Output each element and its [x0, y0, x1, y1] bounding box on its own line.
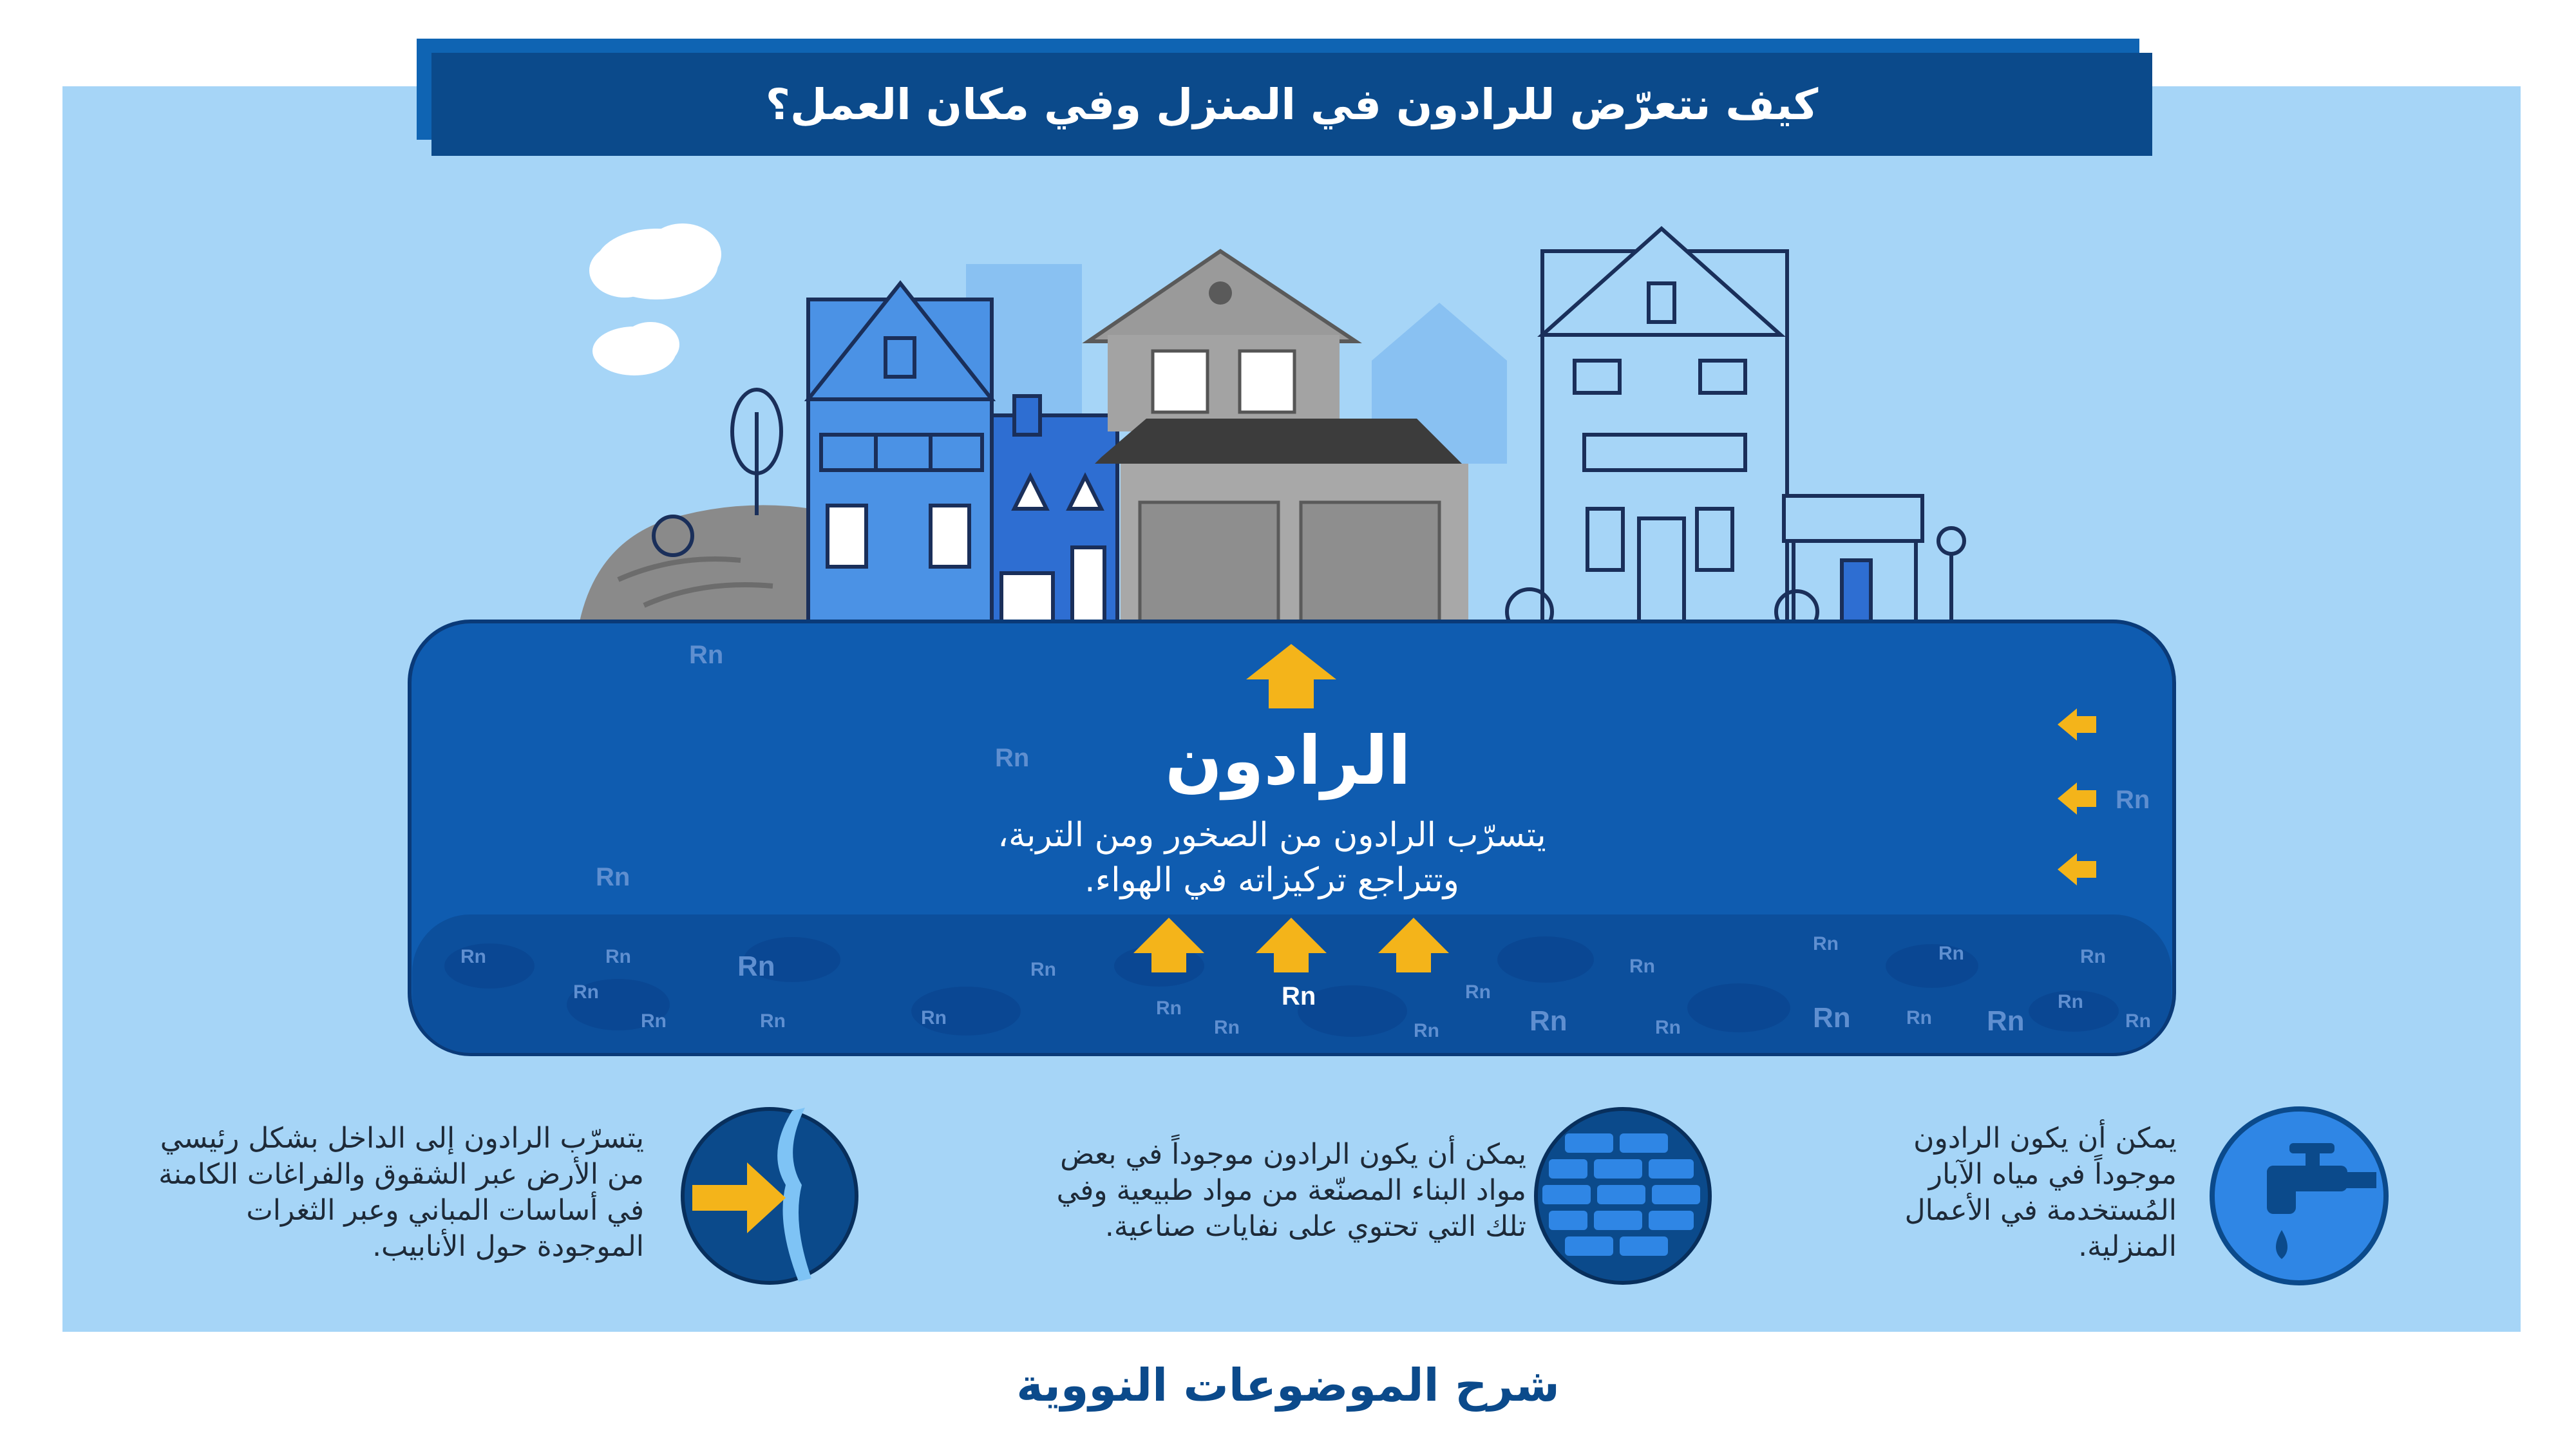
page-title: كيف نتعرّض للرادون في المنزل وفي مكان العمل؟ [765, 79, 1819, 129]
rn-label: Rn [995, 744, 1030, 772]
info-line: يتسرّب الرادون إلى الداخل بشكل رئيسي [160, 1122, 644, 1155]
info-line: موجوداً في مياه الآبار [1928, 1158, 2177, 1191]
blue-house [808, 283, 992, 621]
rn-label: Rn [605, 946, 631, 967]
cloud-icon [589, 223, 721, 299]
rn-label: Rn [1214, 1017, 1240, 1038]
rn-label-highlight: Rn [1282, 982, 1316, 1010]
shed [1784, 496, 1922, 621]
rn-label: Rn [2116, 786, 2150, 814]
cloud-icon [592, 322, 679, 375]
info-line: المُستخدمة في الأعمال [1904, 1194, 2177, 1227]
rn-label: Rn [460, 946, 486, 967]
info-text-water [1816, 1121, 2177, 1265]
water-tap-icon [2212, 1109, 2386, 1283]
rn-label: Rn [1813, 933, 1839, 954]
radon-description-line: وتتراجع تركيزاته في الهواء. [1084, 861, 1459, 900]
info-line: يمكن أن يكون الرادون [1913, 1122, 2177, 1155]
small-blue-house [992, 396, 1117, 621]
rn-label: Rn [689, 641, 724, 669]
info-line: من الأرض عبر الشقوق والفراغات الكامنة [158, 1158, 644, 1191]
rn-label: Rn [1655, 1017, 1681, 1038]
rn-label: Rn [1938, 943, 1964, 964]
brick-wall-icon [1536, 1109, 1710, 1283]
info-line: تلك التي تحتوي على نفايات صناعية. [1104, 1210, 1526, 1243]
rn-label: Rn [641, 1010, 667, 1032]
info-text-materials [966, 1137, 1526, 1245]
radon-title: الرادون [1165, 721, 1411, 800]
rn-label: Rn [1414, 1020, 1439, 1041]
info-line: في أساسات المباني وعبر الثغرات [246, 1194, 644, 1227]
rn-label: Rn [2080, 946, 2106, 967]
rn-label: Rn [737, 951, 775, 982]
info-line: الموجودة حول الأنابيب. [372, 1230, 644, 1263]
rn-label: Rn [1629, 956, 1655, 977]
footer-brand: شرح الموضوعات النووية [1016, 1359, 1560, 1412]
outline-house [1542, 229, 1787, 621]
lamp-post-icon [1938, 528, 1964, 621]
rn-label: Rn [573, 981, 599, 1003]
rn-label: Rn [2125, 1010, 2151, 1032]
rn-label: Rn [2058, 991, 2083, 1012]
rn-label: Rn [921, 1007, 947, 1028]
rn-label: Rn [1030, 959, 1056, 980]
rn-label: Rn [760, 1010, 786, 1032]
grey-house [1088, 251, 1468, 621]
crack-foundation-icon [683, 1108, 857, 1283]
info-line: مواد البناء المصنّعة من مواد طبيعية وفي [1056, 1174, 1526, 1207]
rn-label: Rn [1156, 998, 1182, 1019]
rn-label: Rn [1465, 981, 1491, 1003]
radon-description [934, 813, 1610, 903]
rn-label: Rn [1813, 1002, 1851, 1034]
info-line: يمكن أن يكون الرادون موجوداً في بعض [1060, 1138, 1526, 1171]
hill [580, 505, 837, 621]
rn-label: Rn [1987, 1005, 2025, 1037]
rn-label: Rn [1530, 1005, 1567, 1037]
info-line: المنزلية. [2078, 1230, 2177, 1263]
radon-description-line: يتسرّب الرادون من الصخور ومن التربة، [998, 816, 1546, 855]
rn-label: Rn [1906, 1007, 1932, 1028]
info-text-foundation [97, 1121, 644, 1265]
rn-label: Rn [596, 863, 630, 891]
tree-icon [732, 390, 781, 515]
